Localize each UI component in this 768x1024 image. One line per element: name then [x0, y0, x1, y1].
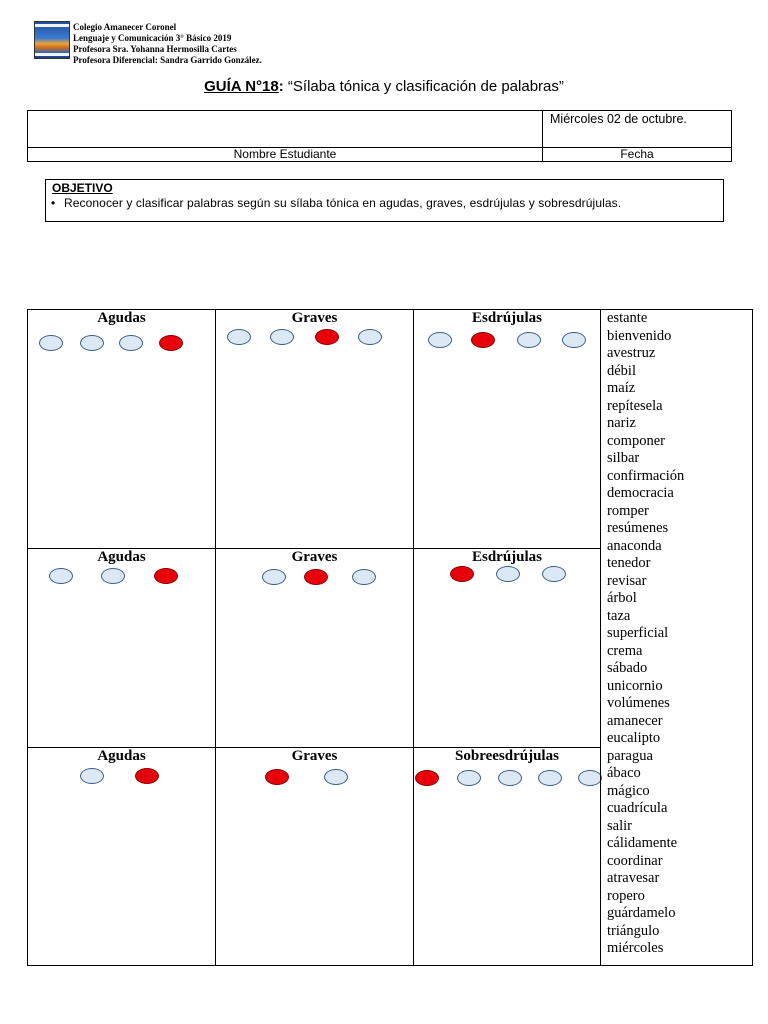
syllable-dot: [270, 329, 294, 345]
syllable-dot: [119, 335, 143, 351]
word-item: miércoles: [607, 940, 664, 956]
word-item: árbol: [607, 590, 637, 606]
word-item: confirmación: [607, 467, 685, 484]
category-header: Agudas: [97, 310, 146, 326]
syllable-dot: [562, 332, 586, 348]
syllable-dot: [578, 770, 602, 786]
word-item: tenedor: [607, 555, 651, 571]
word-list-box: [600, 309, 753, 966]
word-item: anaconda: [607, 537, 662, 554]
word-item: repítesela: [607, 397, 663, 414]
word-item: resúmenes: [607, 520, 669, 536]
category-header: Agudas: [97, 549, 146, 565]
school-name: Colegio Amanecer Coronel: [73, 22, 177, 32]
word-item: guárdamelo: [607, 905, 676, 921]
syllable-dot: [262, 569, 286, 585]
syllable-dot: [39, 335, 63, 351]
word-item: atravesar: [607, 870, 660, 886]
category-header: Sobreesdrújulas: [455, 748, 559, 764]
word-item: maíz: [607, 380, 636, 396]
syllable-dot: [80, 768, 104, 784]
page-title: [0, 78, 768, 95]
word-item: salir: [607, 817, 632, 834]
word-item: cuadrícula: [607, 800, 668, 816]
word-item: nariz: [607, 415, 636, 431]
stressed-syllable-dot: [471, 332, 495, 348]
word-item: coordinar: [607, 852, 663, 869]
syllable-dot: [498, 770, 522, 786]
word-item: componer: [607, 432, 665, 449]
word-item: democracia: [607, 485, 674, 501]
word-item: sábado: [607, 660, 648, 676]
objective-box: [45, 179, 724, 222]
word-item: débil: [607, 362, 636, 379]
syllable-dot: [542, 566, 566, 582]
word-item: triángulo: [607, 922, 660, 939]
category-header: Graves: [291, 549, 338, 565]
stressed-syllable-dot: [315, 329, 339, 345]
category-header: Esdrújulas: [471, 549, 543, 565]
stressed-syllable-dot: [154, 568, 178, 584]
word-item: ábaco: [607, 765, 641, 781]
syllable-dot: [428, 332, 452, 348]
guide-title: “Sílaba tónica y clasificación de palabras”: [283, 78, 564, 95]
course-line: Lenguaje y Comunicación 3° Básico 2019: [73, 33, 232, 43]
word-item: mágico: [607, 782, 650, 799]
stressed-syllable-dot: [265, 769, 289, 785]
syllable-dot: [227, 329, 251, 345]
word-list: [607, 310, 684, 958]
category-header: Graves: [291, 748, 338, 764]
word-item: taza: [607, 607, 631, 624]
word-item: avestruz: [607, 345, 656, 361]
objective-text: Reconocer y clasificar palabras según su sílaba tónica en agudas, graves, esdrújulas y sobresdrújulas.: [64, 196, 622, 210]
syllable-dot: [49, 568, 73, 584]
category-header: Agudas: [97, 748, 146, 764]
stressed-syllable-dot: [450, 566, 474, 582]
word-item: cálidamente: [607, 835, 678, 851]
word-item: volúmenes: [607, 695, 670, 711]
date-value: Miércoles 02 de octubre.: [550, 112, 687, 126]
word-item: estante: [607, 310, 648, 326]
guide-number: GUÍA N°18: [204, 78, 279, 95]
word-item: eucalipto: [607, 730, 661, 746]
date-label: Fecha: [542, 147, 732, 162]
date-value-cell: [542, 110, 732, 148]
syllable-dot: [101, 568, 125, 584]
word-item: bienvenido: [607, 327, 672, 344]
word-item: superficial: [607, 625, 669, 641]
syllable-dot: [324, 769, 348, 785]
syllable-dot: [517, 332, 541, 348]
answer-cell[interactable]: [215, 747, 414, 966]
teacher-line: Profesora Sra. Yohanna Hermosilla Cartes: [73, 44, 237, 54]
logo-band-bottom: [35, 53, 69, 56]
syllable-dot: [538, 770, 562, 786]
stressed-syllable-dot: [304, 569, 328, 585]
stressed-syllable-dot: [135, 768, 159, 784]
category-header: Graves: [291, 310, 338, 326]
title-colon: :: [278, 78, 284, 95]
special-teacher-line: Profesora Diferencial: Sandra Garrido González.: [73, 55, 262, 65]
stressed-syllable-dot: [159, 335, 183, 351]
word-item: silbar: [607, 450, 640, 466]
school-logo: [34, 21, 70, 59]
syllable-dot: [457, 770, 481, 786]
student-name-label: Nombre Estudiante: [27, 147, 543, 162]
word-item: unicornio: [607, 677, 663, 694]
objective-bullet: •: [51, 196, 56, 210]
student-name-field[interactable]: [27, 110, 543, 148]
syllable-dot: [80, 335, 104, 351]
answer-cell[interactable]: [215, 309, 414, 549]
stressed-syllable-dot: [415, 770, 439, 786]
syllable-dot: [358, 329, 382, 345]
word-item: romper: [607, 502, 649, 519]
objective-label: OBJETIVO: [52, 181, 113, 195]
syllable-dot: [352, 569, 376, 585]
answer-cell[interactable]: [27, 747, 216, 966]
logo-band-top: [35, 24, 69, 27]
word-item: crema: [607, 642, 643, 659]
word-item: amanecer: [607, 712, 663, 729]
word-item: revisar: [607, 572, 647, 589]
syllable-dot: [496, 566, 520, 582]
word-item: paragua: [607, 747, 653, 764]
category-header: Esdrújulas: [471, 310, 543, 326]
word-item: ropero: [607, 887, 645, 904]
